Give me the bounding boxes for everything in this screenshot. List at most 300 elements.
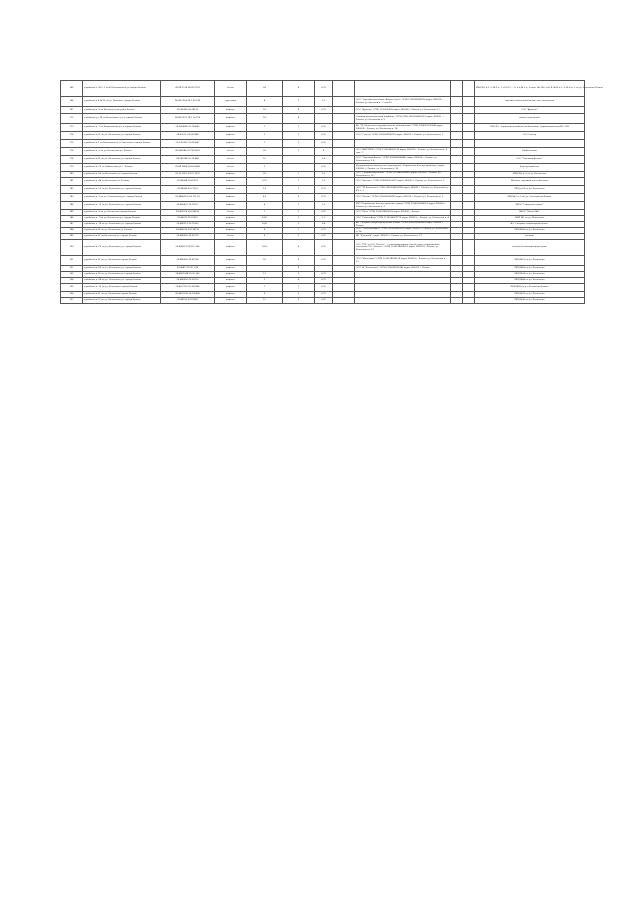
row-number-cell: 165 — [61, 81, 83, 97]
cadastral-cell: 29:461526 29:186295 — [161, 210, 215, 216]
document-sheet — [60, 80, 603, 866]
note-cell: магазин — [475, 234, 585, 240]
table-row — [61, 240, 585, 256]
cadastral-cell: 29:48 1913 29:725944 — [161, 284, 215, 292]
empty-cell — [463, 256, 475, 266]
container-count-cell — [283, 156, 315, 164]
address-cell: д.рабочие д. 35 по ул. Колхозная города Рязани — [83, 284, 161, 292]
table-row — [61, 156, 585, 164]
address-cell: д.рабочие д. 4 по Институтская улица Рязани — [83, 107, 161, 114]
volume-cell: 0,4 — [315, 222, 333, 228]
volume-cell: 0,75 — [315, 292, 333, 298]
empty-cell — [451, 194, 463, 202]
note-cell: АО «Газпром газораспределение» — [475, 222, 585, 228]
cadastral-cell: 29:4801048 29:30 143 — [161, 272, 215, 278]
area-cell: 6,5 — [247, 194, 283, 202]
volume-cell: 0,5 — [315, 156, 333, 164]
empty-cell — [463, 240, 475, 256]
empty-cell — [463, 148, 475, 156]
table-row — [61, 148, 585, 156]
owner-cell: ООО "Жилсервис" ОГРН 1116234006114 адрес 390013 г. Рязань, ул. Колхозная д. 21 — [355, 256, 451, 266]
owner-cell — [355, 298, 451, 304]
empty-cell — [451, 202, 463, 210]
row-number-cell: 186 — [61, 216, 83, 222]
address-cell: д.рабочие д. 68 по ул. Колхозная ул. города Рязани — [83, 278, 161, 284]
cadastral-cell: 29:486674 29:4 121 53 — [161, 194, 215, 202]
owner-cell: ООО "Ритм" ОГРН 1106234000000 адрес 390000 г. Рязань — [355, 210, 451, 216]
empty-cell — [333, 164, 355, 172]
surface-type-cell: асфальт — [215, 292, 247, 298]
note-cell: МКД №35 по ул. Колхозная Рязань — [475, 284, 585, 292]
address-cell: д.рабочие д.6 № 33 по ул. Кремлев. города Рязани — [83, 97, 161, 107]
volume-cell: 0,75 — [315, 81, 333, 97]
owner-cell — [355, 140, 451, 148]
area-cell: 10 — [247, 156, 283, 164]
empty-cell — [463, 178, 475, 186]
cadastral-cell: 29:38:4604 29:730043 — [161, 124, 215, 132]
cadastral-cell: 29:46021 29:22620 — [161, 216, 215, 222]
row-number-cell: 187 — [61, 222, 83, 228]
surface-type-cell: грунтовое — [215, 97, 247, 107]
area-cell: 18 — [247, 107, 283, 114]
cadastral-cell: 29:70 1651 29:31 1579 — [161, 172, 215, 178]
note-cell: МКД №1 д.1, 3, № 2 д. 1, 4 (9,11 — 1) и д.№ 2 д. 3 корп. №1 №2, д.4, 4, №10 д.1, 3, № 8 д. 1 по ул. Колхозная Рязань — [475, 81, 585, 97]
table-row — [61, 81, 585, 97]
area-cell: 6,26 — [247, 222, 283, 228]
note-cell: МКД №83 по ул. Колхозная — [475, 266, 585, 272]
volume-cell: 0,75 — [315, 210, 333, 216]
surface-type-cell: асфальт — [215, 194, 247, 202]
cadastral-cell: 28:048788 29:7031553 — [161, 148, 215, 156]
address-cell: д.рабочие д. 5 по ул. Колхозная ул. Рязани — [83, 148, 161, 156]
empty-cell — [463, 156, 475, 164]
owner-cell: ООО "Спектр" ОГРН 1103234008723 адрес 390013 г. Рязань, ул. Колхозная д. 1 — [355, 132, 451, 140]
container-count-cell: 2 — [283, 186, 315, 194]
cadastral-cell: 28:28:7128 28:28:7129 — [161, 81, 215, 97]
surface-type-cell: асфальт — [215, 186, 247, 194]
empty-cell — [463, 81, 475, 97]
empty-cell — [463, 124, 475, 132]
owner-cell: ООО "Рязань-Агро" ОГРН 1116234007719 адрес 390013 г. Рязань, ул. Колхозная д. 4 — [355, 216, 451, 222]
empty-cell — [463, 298, 475, 304]
container-count-cell: 6 — [283, 256, 315, 266]
owner-cell: Газовый промышленный комбинат, ОГРН ОГРН 1062234006123 адрес 390021, г. Рязань, ул. Колхозная д. 5 — [355, 114, 451, 124]
surface-type-cell: бетон — [215, 234, 247, 240]
empty-cell — [451, 298, 463, 304]
volume-cell: 0,75 — [315, 186, 333, 194]
row-number-cell: 184 — [61, 202, 83, 210]
address-cell: д.рабочие д. 25 по Заболотная ул. г. Рязани — [83, 164, 161, 172]
cadastral-cell: 29:130:902 29:200547 — [161, 140, 215, 148]
empty-cell — [451, 156, 463, 164]
empty-cell — [463, 186, 475, 194]
address-cell: д.рабочие д. 6 по ул. Колхозная города Рязани — [83, 210, 161, 216]
container-count-cell: 4 — [283, 81, 315, 97]
surface-type-cell: асфальт — [215, 172, 247, 178]
volume-cell: 0,75 — [315, 107, 333, 114]
surface-type-cell: бетон — [215, 148, 247, 156]
cadastral-cell: 29:480113 29:72003 — [161, 222, 215, 228]
address-cell: д.рабочие д. 53 по ул. Колхозная ул. города Рязани — [83, 186, 161, 194]
cadastral-cell: 29:480000 29:22010 — [161, 278, 215, 284]
empty-cell — [451, 97, 463, 107]
volume-cell: 0,75 — [315, 284, 333, 292]
empty-cell — [333, 114, 355, 124]
owner-cell: ООО "СпецТрансАвто" ОГРН 1116234009210 адрес 390013 г. Рязань, ул. Колхозная д. 26 — [355, 228, 451, 234]
empty-cell — [451, 81, 463, 97]
table-row — [61, 140, 585, 148]
surface-type-cell: асфальт — [215, 228, 247, 234]
area-cell: 11 — [247, 272, 283, 278]
volume-cell: 0,75 — [315, 228, 333, 234]
container-count-cell: 2 — [283, 272, 315, 278]
table-row — [61, 124, 585, 132]
container-count-cell: 1 — [283, 178, 315, 186]
cadastral-cell: 28:48:7204 28:7 20:745 — [161, 97, 215, 107]
area-cell: 7 — [247, 124, 283, 132]
address-cell: д.рабочие д.26 по ул. Колхозная ул. Рязани — [83, 228, 161, 234]
area-cell: 16 — [247, 256, 283, 266]
cadastral-cell: 29:480000 29:21513 — [161, 234, 215, 240]
address-cell: д.рабочие д.15 по ул. Колхозная ул. города Рязани — [83, 132, 161, 140]
container-count-cell: 1 — [283, 148, 315, 156]
area-cell: 4 — [247, 228, 283, 234]
container-count-cell: 4 — [283, 114, 315, 124]
empty-cell — [333, 284, 355, 292]
owner-cell: ООО "Торговая компания «Бизнес-Сити", ОГРН 1116234008379 адрес 390015 г. Рязань, ул. Кремлев д. 1, пом.55 — [355, 97, 451, 107]
volume-cell: 1,1 — [315, 216, 333, 222]
address-cell: д.рабочие д. 60 по Колхозная ул. города Рязани — [83, 172, 161, 178]
surface-type-cell: асфальт — [215, 240, 247, 256]
owner-cell: Муниципальное бюджетное учреждение «Управление благоустройства», адрес 390000, г. Рязань, ул. Колхозная д. 18 — [355, 164, 451, 172]
area-cell: 26 — [247, 172, 283, 178]
row-number-cell: 176 — [61, 148, 83, 156]
table-row — [61, 97, 585, 107]
note-cell: МКД №21 по ул. Колхозная — [475, 256, 585, 266]
empty-cell — [333, 186, 355, 194]
empty-cell — [451, 107, 463, 114]
empty-cell — [333, 81, 355, 97]
volume-cell: 1,2 — [315, 172, 333, 178]
container-count-cell: 1 — [283, 210, 315, 216]
owner-cell: АО "Газпром газораспределение Рязань" ОГРН 1026200954504 адрес 390000 г. Рязань — [355, 222, 451, 228]
volume-cell: 0,75 — [315, 256, 333, 266]
address-cell: д.рабочие д. 1 по Радищевская ул. в городе Рязани — [83, 124, 161, 132]
row-number-cell: 172 — [61, 114, 83, 124]
row-number-cell: 180 — [61, 172, 83, 178]
container-count-cell: 1 — [283, 228, 315, 234]
address-cell: д.рабочие д.14 по ул. Колхозная ул. города Рязани — [83, 272, 161, 278]
container-count-cell: 2 — [283, 292, 315, 298]
address-cell: д.рабочие д.1 по Кольцевая ул. в Советского города Рязани — [83, 140, 161, 148]
registry-table — [60, 80, 603, 304]
container-count-cell: 4 — [283, 266, 315, 272]
address-cell: д.рабочие д.21 по ул. Колхозная города Рязани — [83, 256, 161, 266]
address-cell: д.рабочие ул. 18 по Большевист ул. в городе Рязани — [83, 114, 161, 124]
empty-cell — [451, 256, 463, 266]
empty-cell — [463, 202, 475, 210]
note-cell: ООО Спектр — [475, 132, 585, 140]
empty-cell — [333, 194, 355, 202]
empty-cell — [451, 178, 463, 186]
container-count-cell: 1 — [283, 124, 315, 132]
container-count-cell: 6 — [283, 107, 315, 114]
area-cell: 18 — [247, 114, 283, 124]
note-cell — [475, 140, 585, 148]
owner-cell: ООО "Торговый Альянс" ОГРН 1029600004401 адрес 390023 г. Рязань, ул. Колхозная д. 5 Б — [355, 156, 451, 164]
area-cell: 7 — [247, 284, 283, 292]
note-cell: МКД д.53 по ул. Колхозная — [475, 186, 585, 194]
volume-cell: 0,75 — [315, 132, 333, 140]
row-number-cell: 179 — [61, 164, 83, 172]
row-number-cell: 174 — [61, 132, 83, 140]
area-cell: 7,5 — [247, 186, 283, 194]
container-count-cell — [283, 164, 315, 172]
owner-cell: ООО "ВЕРСТЕРН", ОГРН 1116234001019 адрес 390029 г. Рязань, ул. Колхозная д. 3, пом. 2 — [355, 148, 451, 156]
volume-cell: 0,75 — [315, 194, 333, 202]
owner-cell: ООО "РТК" и ООО "Колхоз" — многоквартирные жилые дома, управляющая компания ООО «Колхоз», ОГРН 1106234000321 адрес 390023 г. Рязань, ул. Колхозная д. 23 — [355, 240, 451, 256]
table-row — [61, 107, 585, 114]
volume-cell: 0,75 — [315, 164, 333, 172]
address-cell: д.рабочие д. 44 по Колхозная ул. Рязани — [83, 178, 161, 186]
empty-cell — [451, 132, 463, 140]
empty-cell — [333, 132, 355, 140]
owner-cell — [355, 284, 451, 292]
surface-type-cell: асфальт — [215, 284, 247, 292]
cadastral-cell: 29:480010 29:198733 — [161, 228, 215, 234]
cadastral-cell: 29:480000 29:47028 — [161, 256, 215, 266]
container-count-cell: 4 — [283, 278, 315, 284]
cadastral-cell: 29:48010 29:20049 — [161, 298, 215, 304]
note-cell: МКД №26 по ул. Колхозная — [475, 228, 585, 234]
row-number-cell: 173 — [61, 124, 83, 132]
cadastral-cell: 29:482070 29:210 246 — [161, 240, 215, 256]
surface-type-cell: асфальт — [215, 256, 247, 266]
empty-cell — [451, 148, 463, 156]
empty-cell — [333, 107, 355, 114]
container-count-cell: 1 — [283, 172, 315, 178]
container-count-cell: 2 — [283, 298, 315, 304]
cadastral-cell: 28:4807108 29:700458 — [161, 292, 215, 298]
note-cell: ГБУЗ РО «Городская клиническая больница» здравоохранения МО, ГБУ — [475, 124, 585, 132]
empty-cell — [451, 284, 463, 292]
address-cell: д.рабочие д. 14 по ул. Колхозная ул. города Рязани — [83, 222, 161, 228]
table-body — [61, 81, 603, 304]
empty-cell — [451, 240, 463, 256]
row-number-cell: 185 — [61, 210, 83, 216]
empty-cell — [333, 240, 355, 256]
volume-cell: 1,2 — [315, 178, 333, 186]
note-cell: МБОУ "Школа №6" — [475, 210, 585, 216]
area-cell: 9,42 — [247, 216, 283, 222]
volume-cell: 0,75 — [315, 234, 333, 240]
container-count-cell: 6 — [283, 240, 315, 256]
surface-type-cell: асфальт — [215, 132, 247, 140]
owner-cell: ООО "Ауразин" ОГРН 1120000999 адрес 390004 г. Рязань, ул. Колхозная д. 1 — [355, 107, 451, 114]
surface-type-cell: асфальт — [215, 124, 247, 132]
note-cell: ООО "Ауразин" — [475, 107, 585, 114]
empty-cell — [451, 124, 463, 132]
cadastral-cell: 28:280148 20:15:468 — [161, 156, 215, 164]
area-cell: 4 — [247, 202, 283, 210]
surface-type-cell: асфальт — [215, 140, 247, 148]
empty-cell — [463, 194, 475, 202]
row-number-cell: 197 — [61, 298, 83, 304]
note-cell: торговое помещение/склад, хоз. помещения — [475, 97, 585, 107]
volume-cell: 0,75 — [315, 298, 333, 304]
volume-cell: 0,75 — [315, 140, 333, 148]
table-row — [61, 114, 585, 124]
volume-cell: 8 — [315, 148, 333, 156]
container-count-cell: 6 — [283, 194, 315, 202]
empty-cell — [333, 178, 355, 186]
cadastral-cell: 28:48:7201 28:7 20:756 — [161, 114, 215, 124]
surface-type-cell: бетон — [215, 156, 247, 164]
owner-cell: МУП "Управление благоустройства города" ОГРН 1036200996521 адрес 390005 г. Рязань, ул. Колхозная д. 2 — [355, 202, 451, 210]
owner-cell: ООО "Колхоз" ОГРН 1116234009283 адрес 390013 г. Рязань, ул. Колхозная д. 1 — [355, 194, 451, 202]
empty-cell — [333, 256, 355, 266]
area-cell: 7 — [247, 140, 283, 148]
container-count-cell: 1 — [283, 132, 315, 140]
row-number-cell: 190 — [61, 240, 83, 256]
container-count-cell: 2 — [283, 97, 315, 107]
area-cell: 1 — [247, 210, 283, 216]
surface-type-cell: асфальт — [215, 107, 247, 114]
note-cell: МКД №5 д. 3 по ул. Колхозная — [475, 172, 585, 178]
owner-cell: ООО "Газпромэнергосбыт" ОГРН 1113440000082, адрес 390020 г. Рязань, ул. Колхозная д. 25 — [355, 172, 451, 178]
cadastral-cell: 29:480437 29:78117 — [161, 202, 215, 210]
container-count-cell: 1 — [283, 202, 315, 210]
note-cell: МКД №31 по ул. Колхозная — [475, 292, 585, 298]
area-cell: 3,07 — [247, 178, 283, 186]
container-count-cell: 2 — [283, 222, 315, 228]
area-cell: 1 — [247, 132, 283, 140]
note-cell: МКД №14 по ул. Колхозная — [475, 272, 585, 278]
note-cell: МКД №68 по ул. Колхозная — [475, 278, 585, 284]
address-cell: д.рабочие д. 7 по ул. Колхозная ул. города Рязани — [83, 216, 161, 222]
row-number-cell: 194 — [61, 278, 83, 284]
table-row — [61, 256, 585, 266]
area-cell: 8 — [247, 97, 283, 107]
table-row — [61, 164, 585, 172]
row-number-cell: 183 — [61, 194, 83, 202]
surface-type-cell: бетон — [215, 210, 247, 216]
table-row — [61, 178, 585, 186]
area-cell: 32,8 — [247, 240, 283, 256]
note-cell: ООО "Торговый Альянс" — [475, 156, 585, 164]
surface-type-cell: бетон — [215, 164, 247, 172]
row-number-cell: 195 — [61, 284, 83, 292]
row-number-cell: 175 — [61, 140, 83, 148]
table-row — [61, 132, 585, 140]
cadastral-cell: 29:48 1485 28:24:0084 — [161, 164, 215, 172]
empty-cell — [463, 140, 475, 148]
empty-cell — [333, 124, 355, 132]
area-cell: 2 — [247, 278, 283, 284]
surface-type-cell: асфальт — [215, 178, 247, 186]
row-number-cell: 191 — [61, 256, 83, 266]
address-cell: д.рабочие д.25 по ул. Колхозная ул. города Рязани — [83, 156, 161, 164]
note-cell: Щебёночный — [475, 148, 585, 156]
address-cell: д.рабочие д. 23 по ул. Колхозная ул. города Рязани — [83, 240, 161, 256]
row-number-cell: 188 — [61, 228, 83, 234]
surface-type-cell: бетон — [215, 81, 247, 97]
address-cell: д.рабочие д.27 по Колхозная ул. города Рязани — [83, 234, 161, 240]
owner-cell: ООО "ТК Колхозная" ОГРН 1062234000798 адрес 390025 г. Рязань, ул. Колхозная д. 43, к. 1 — [355, 186, 451, 194]
empty-cell — [463, 132, 475, 140]
table-row — [61, 194, 585, 202]
surface-type-cell: асфальт — [215, 114, 247, 124]
volume-cell: 1,1 — [315, 97, 333, 107]
empty-cell — [451, 186, 463, 194]
row-number-cell: 167 — [61, 107, 83, 114]
surface-type-cell: асфальт — [215, 266, 247, 272]
row-number-cell: 178 — [61, 156, 83, 164]
empty-cell — [333, 97, 355, 107]
table-row — [61, 202, 585, 210]
container-count-cell: 2 — [283, 140, 315, 148]
address-cell: д.рабочие д.10 по ул. Колхозная ул. города Рязани — [83, 298, 161, 304]
address-cell: д.рабочие п. № 1, 1 по Б.Штативеская ул.города Рязани — [83, 81, 161, 97]
empty-cell — [463, 114, 475, 124]
note-cell: жилые помещения — [475, 114, 585, 124]
area-cell: 26 — [247, 148, 283, 156]
row-number-cell: 182 — [61, 186, 83, 194]
note-cell: МБОУ "Городская школа" — [475, 202, 585, 210]
container-count-cell: 1 — [283, 284, 315, 292]
surface-type-cell: асфальт — [215, 272, 247, 278]
owner-cell — [355, 81, 451, 97]
row-number-cell: 193 — [61, 272, 83, 278]
area-cell: 6 — [247, 234, 283, 240]
volume-cell: 1,2 — [315, 202, 333, 210]
row-number-cell: 189 — [61, 234, 83, 240]
volume-cell — [315, 114, 333, 124]
address-cell: д.рабочие д. 83 по ул. Колхозная ул. города Рязани — [83, 266, 161, 272]
row-number-cell: 166 — [61, 97, 83, 107]
empty-cell — [463, 164, 475, 172]
volume-cell: 0,75 — [315, 278, 333, 284]
row-number-cell: 192 — [61, 266, 83, 272]
surface-type-cell: асфальт — [215, 222, 247, 228]
area-cell: 9 — [247, 292, 283, 298]
row-number-cell: 181 — [61, 178, 83, 186]
surface-type-cell: асфальт — [215, 278, 247, 284]
empty-cell — [451, 164, 463, 172]
table-row — [61, 298, 585, 304]
container-count-cell: 1 — [283, 216, 315, 222]
note-cell: жилые многоквартирные дома — [475, 240, 585, 256]
owner-cell: ООО УК "Колхозная", ОГРН 1116234012345 адрес 390013 г. Рязань — [355, 266, 451, 272]
volume-cell: 0,75 — [315, 272, 333, 278]
empty-cell — [333, 148, 355, 156]
cadastral-cell: 29:4681 29:237 228 — [161, 266, 215, 272]
empty-cell — [451, 114, 463, 124]
area-cell: 1 — [247, 164, 283, 172]
cadastral-cell: 29:38:460 28:74573 — [161, 107, 215, 114]
cadastral-cell: 29:46048 29:42093 — [161, 178, 215, 186]
volume-cell: 0,75 — [315, 240, 333, 256]
note-cell: МКД №7 по ул. Колхозная — [475, 216, 585, 222]
cadastral-cell: 28:47071 28:107448 — [161, 132, 215, 140]
note-cell: МКД №10 по ул. Колхозная — [475, 298, 585, 304]
address-cell: д.рабочие д. 13 по ул. Колхозная ул. города Рязани — [83, 202, 161, 210]
surface-type-cell: асфальт — [215, 216, 247, 222]
address-cell: д.рабочие д.31 по ул. Колхозная города Рязани — [83, 292, 161, 298]
table-row — [61, 186, 585, 194]
empty-cell — [333, 298, 355, 304]
owner-cell: ООО "Бастион" ОГРН 1145000001097 адрес 390023 г. Рязань, ул. Колхозная д. 2 — [355, 178, 451, 186]
